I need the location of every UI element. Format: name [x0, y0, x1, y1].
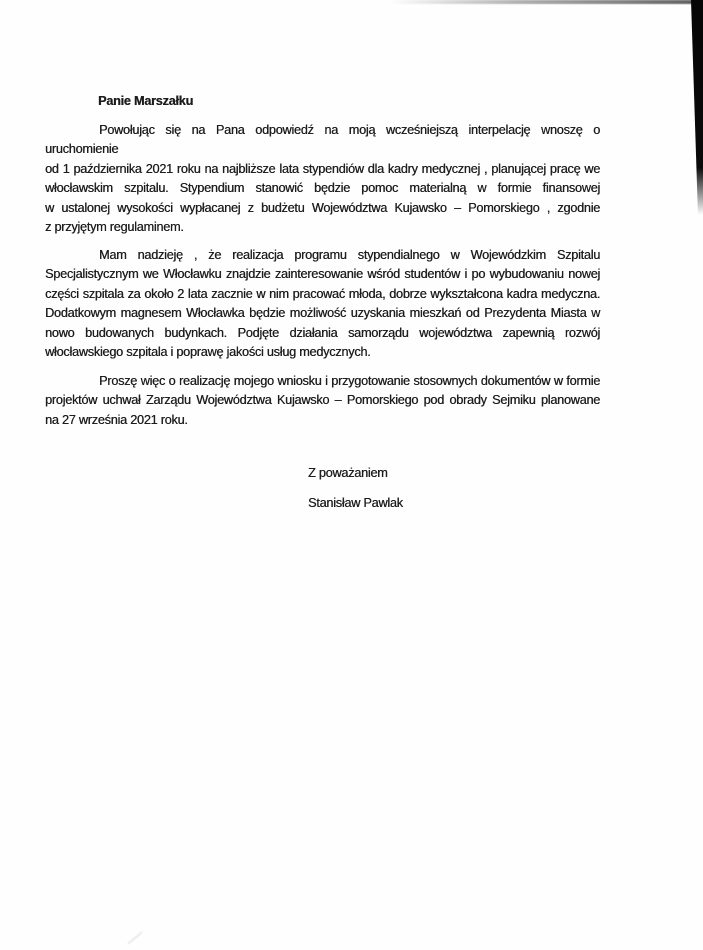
signatory-name: Stanisław Pawlak — [308, 495, 403, 510]
letter-line: nowo budowanych budynkach. Podjęte działania samorządu województwa zapewnią rozwój — [45, 325, 600, 340]
letter-line: na 27 września 2021 roku. — [45, 412, 188, 427]
scan-artifact-bottom-mark — [127, 931, 142, 944]
closing-block — [45, 464, 600, 513]
scan-artifact-top-edge — [390, 0, 703, 4]
letter-paragraph-3 — [45, 372, 600, 431]
letter-line: części szpitala za około 2 lata zacznie w nim pracować młoda, dobrze wykształcona kadra medyczna. — [45, 286, 600, 301]
salutation: Panie Marszałku — [98, 94, 193, 108]
letter-line: od 1 października 2021 roku na najbliższe lata stypendiów dla kadry medycznej , planującej pracę we — [45, 161, 600, 176]
scan-artifact-right-edge — [691, 0, 703, 215]
letter-line: projektów uchwał Zarządu Województwa Kujawsko – Pomorskiego pod obrady Sejmiku planowane — [45, 393, 600, 407]
letter-line: w ustalonej wysokości wypłacanej z budżetu Województwa Kujawsko – Pomorskiego , zgodnie — [45, 200, 600, 215]
letter-line: Proszę więc o realizację mojego wniosku i przygotowanie stosownych dokumentów w formie — [99, 373, 600, 388]
letter-line: z przyjętym regulaminem. — [45, 220, 184, 234]
letter-line: Specjalistycznym we Włocławku znajdzie zainteresowanie wśród studentów i po wybudowaniu nowej — [45, 267, 600, 281]
letter-line: włocławskim szpitalu. Stypendium stanowić będzie pomoc materialną w formie finansowej — [45, 181, 600, 195]
closing-phrase: Z poważaniem — [308, 466, 388, 480]
letter-body — [45, 92, 600, 513]
letter-paragraph-1 — [45, 121, 600, 238]
letter-line: Dodatkowym magnesem Włocławka będzie możliwość uzyskania mieszkań od Prezydenta Miasta w — [45, 306, 600, 320]
letter-line: Mam nadzieję , że realizacja programu stypendialnego w Wojewódzkim Szpitalu — [99, 247, 600, 262]
letter-line: Powołując się na Pana odpowiedź na moją wcześniejszą interpelację wnoszę o uruchomienie — [45, 122, 600, 156]
letter-line: włocławskiego szpitala i poprawę jakości usług medycznych. — [45, 345, 371, 359]
letter-paragraph-2 — [45, 246, 600, 363]
